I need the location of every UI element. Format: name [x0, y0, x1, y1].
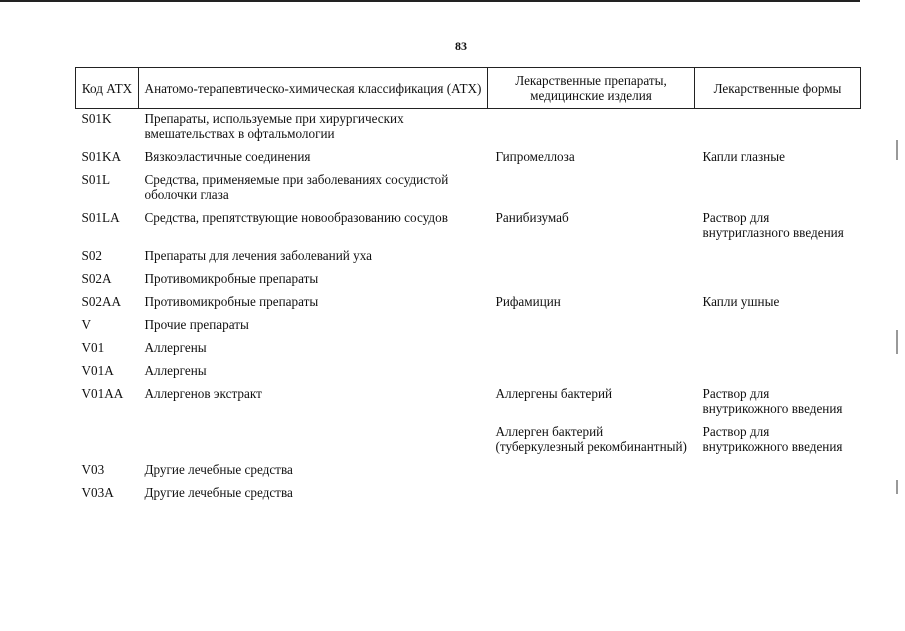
atc-code: V03A [81, 485, 114, 500]
atc-name: Препараты, используемые при хирургических вмешательствах в офтальмологии [144, 111, 404, 141]
top-rule [0, 0, 860, 2]
atc-name: Другие лечебные средства [144, 462, 293, 477]
atc-code: V01AA [81, 386, 124, 401]
dosage-form [695, 462, 861, 485]
table-row [76, 340, 861, 363]
drug-name [488, 363, 695, 386]
dosage-form: Раствор для внутрикожного введения [702, 386, 843, 416]
dosage-form: Капли глазные [702, 149, 785, 164]
dosage-form [695, 248, 861, 271]
drug-name [488, 485, 695, 508]
table-row [76, 386, 861, 424]
atc-code [76, 424, 139, 462]
dosage-form [695, 340, 861, 363]
drug-name [488, 248, 695, 271]
table-row [76, 248, 861, 271]
atc-name: Аллергены [144, 340, 207, 355]
table-row [76, 363, 861, 386]
table-row [76, 317, 861, 340]
table-row [76, 271, 861, 294]
header-drugs: Лекарственные препараты, медицинские изделия [488, 68, 695, 109]
atc-code: V [81, 317, 92, 332]
atc-name: Противомикробные препараты [144, 271, 319, 286]
table-row [76, 485, 861, 508]
dosage-form: Капли ушные [702, 294, 780, 309]
table-row [76, 149, 861, 172]
atc-name: Аллергены [144, 363, 207, 378]
table-row [76, 109, 861, 150]
header-forms: Лекарственные формы [695, 68, 861, 109]
atc-code: S02A [81, 271, 112, 286]
atc-table [75, 67, 861, 508]
drug-name: Ранибизумаб [495, 210, 569, 225]
scan-mark [896, 140, 898, 160]
dosage-form [695, 317, 861, 340]
drug-name [488, 462, 695, 485]
scan-mark [896, 330, 898, 354]
page-number: 83 [455, 39, 467, 53]
dosage-form: Раствор для внутрикожного введения [702, 424, 843, 454]
table-row [76, 424, 861, 462]
drug-name [488, 317, 695, 340]
drug-name: Аллерген бактерий (туберкулезный рекомбинантный) [495, 424, 687, 454]
drug-name: Аллергены бактерий [495, 386, 613, 401]
atc-code: S01L [81, 172, 111, 187]
dosage-form [695, 109, 861, 150]
table-row [76, 462, 861, 485]
table-row [76, 210, 861, 248]
atc-code: S01LA [81, 210, 120, 225]
dosage-form: Раствор для внутриглазного введения [702, 210, 844, 240]
drug-name: Гипромеллоза [495, 149, 575, 164]
atc-code: V03 [81, 462, 105, 477]
drug-name [488, 271, 695, 294]
header-classification: Анатомо-терапевтическо-химическая классификация (АТХ) [139, 68, 488, 109]
header-code: Код АТХ [76, 68, 139, 109]
dosage-form [695, 172, 861, 210]
atc-name: Другие лечебные средства [144, 485, 293, 500]
atc-name: Вязкоэластичные соединения [144, 149, 311, 164]
atc-name: Прочие препараты [144, 317, 249, 332]
scan-mark [896, 480, 898, 494]
drug-name [488, 172, 695, 210]
table-header-row [76, 68, 861, 109]
atc-code: S02AA [81, 294, 122, 309]
drug-name: Рифамицин [495, 294, 561, 309]
atc-code: S01KA [81, 149, 122, 164]
drug-name [488, 340, 695, 363]
atc-name: Аллергенов экстракт [144, 386, 262, 401]
atc-code: V01 [81, 340, 105, 355]
atc-name: Средства, применяемые при заболеваниях сосудистой оболочки глаза [144, 172, 449, 202]
atc-code: V01A [81, 363, 114, 378]
table-row [76, 294, 861, 317]
atc-name: Средства, препятствующие новообразованию сосудов [144, 210, 448, 225]
atc-code: S02 [81, 248, 103, 263]
dosage-form [695, 271, 861, 294]
table-row [76, 172, 861, 210]
atc-name: Препараты для лечения заболеваний уха [144, 248, 372, 263]
dosage-form [695, 485, 861, 508]
atc-name: Противомикробные препараты [144, 294, 319, 309]
atc-code: S01K [81, 111, 112, 126]
drug-name [488, 109, 695, 150]
dosage-form [695, 363, 861, 386]
atc-name [139, 424, 488, 462]
